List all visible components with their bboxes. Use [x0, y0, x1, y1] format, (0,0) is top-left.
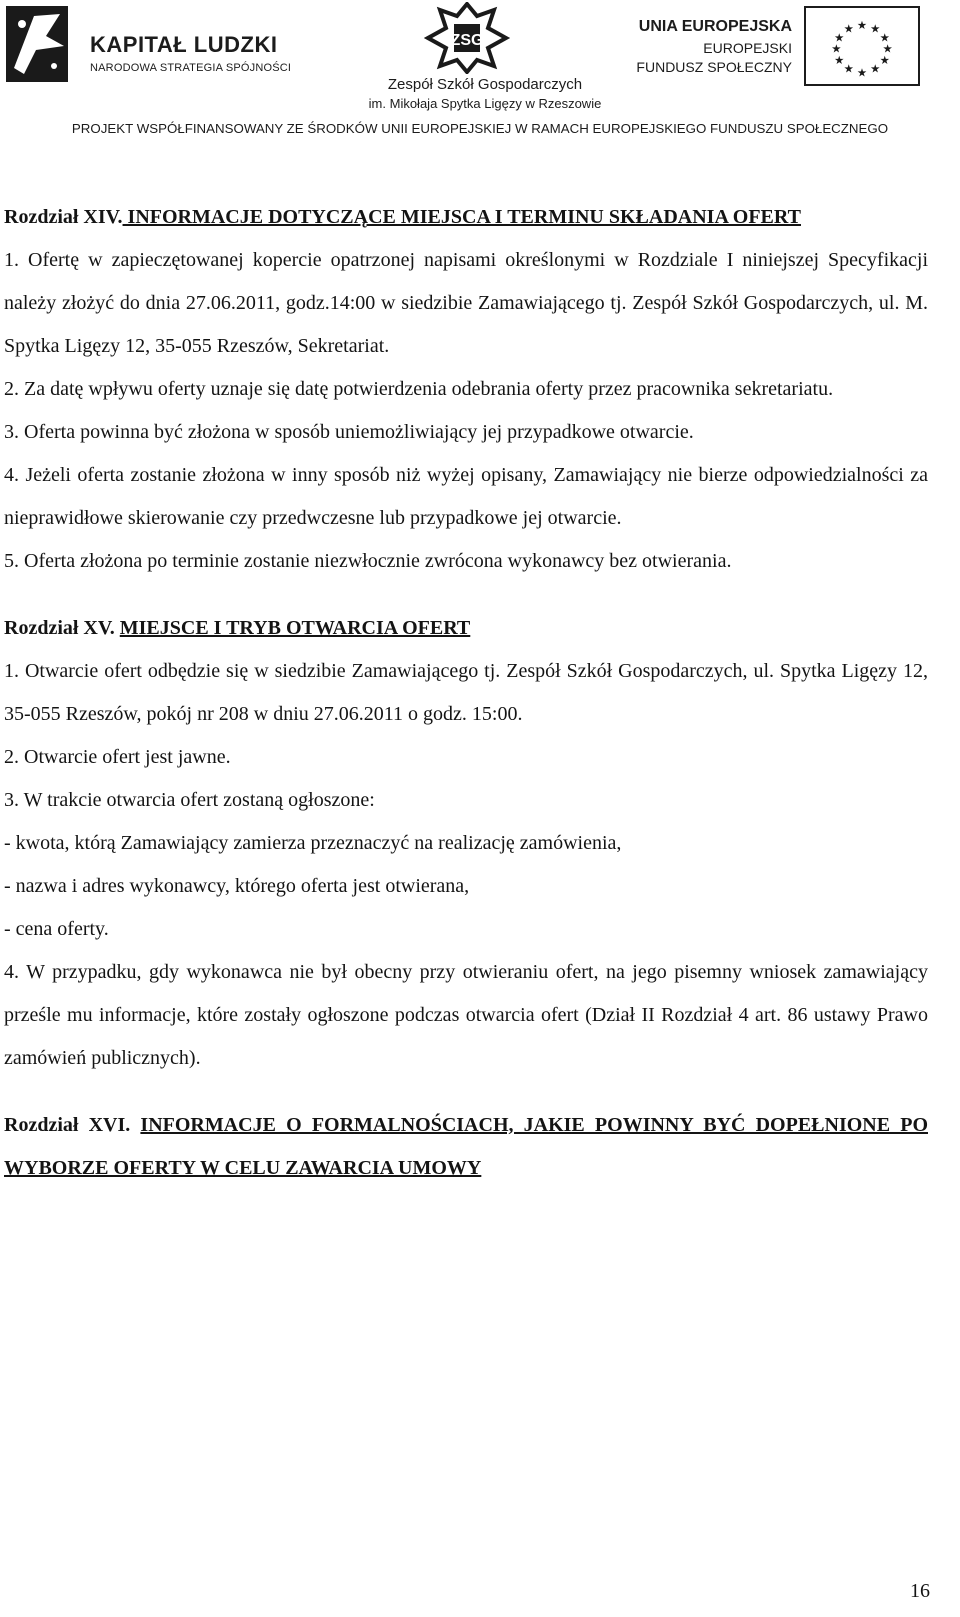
section-14-item-1: 1. Ofertę w zapieczętowanej kopercie opatrzonej napisami określonymi w Rozdziale I niniejszej Specyfikacji należy złożyć do dnia 27.06.2011, godz.14:00 w siedzibie Zamawiającego tj. Zespół Szkół Gospodarczych, ul. M. Spytka Ligęzy 12, 35-055 Rzeszów, Sekretariat.	[4, 249, 928, 357]
school-logo	[340, 0, 630, 110]
kapital-ludzki-logo	[6, 6, 292, 86]
section-14-item-5: 5. Oferta złożona po terminie zostanie niezwłocznie zwrócona wykonawcy bez otwierania.	[4, 550, 732, 572]
eu-logo	[636, 6, 940, 90]
svg-text:★: ★	[843, 61, 854, 76]
school-seal-icon	[424, 2, 510, 74]
section-15-item-4: 4. W przypadku, gdy wykonawca nie był obecny przy otwieraniu ofert, na jego pisemny wniosek zamawiający prześle mu informacje, które zostały ogłoszone podczas otwarcia ofert (Dział II Rozdział 4 art. 86 ustawy Prawo zamówień publicznych).	[4, 961, 928, 1069]
svg-text:★: ★	[843, 21, 854, 36]
svg-text:★: ★	[856, 65, 868, 80]
document-body	[4, 196, 928, 1190]
logo-subtitle: NARODOWA STRATEGIA SPÓJNOŚCI	[90, 62, 292, 74]
school-name: Zespół Szkół Gospodarczych	[387, 76, 583, 93]
section-15-bullet-2: - nazwa i adres wykonawcy, którego oferta jest otwierana,	[4, 875, 470, 897]
eu-title: UNIA EUROPEJSKA	[638, 18, 792, 35]
eu-stars-flag-icon	[804, 6, 920, 86]
svg-text:★: ★	[870, 61, 881, 76]
section-15-title: MIEJSCE I TRYB OTWARCIA OFERT	[119, 617, 471, 639]
section-14-item-3: 3. Oferta powinna być złożona w sposób uniemożliwiający jej przypadkowe otwarcie.	[4, 421, 694, 443]
section-14-item-4: 4. Jeżeli oferta zostanie złożona w inny sposób niż wyżej opisany, Zamawiający nie bierze odpowiedzialności za nieprawidłowe skierowanie czy przedwczesne lub przypadkowe jej otwarcie.	[4, 464, 928, 529]
svg-text:★: ★	[879, 30, 890, 45]
section-15-label: Rozdział XV.	[4, 617, 115, 639]
svg-text:★: ★	[870, 21, 881, 36]
section-14-heading	[4, 196, 928, 239]
section-15-item-2: 2. Otwarcie ofert jest jawne.	[4, 746, 231, 768]
logo-title: KAPITAŁ LUDZKI	[90, 32, 278, 57]
svg-text:★: ★	[834, 53, 845, 68]
seal-letters: ZSG	[450, 32, 484, 49]
project-cofinancing-line: PROJEKT WSPÓŁFINANSOWANY ZE ŚRODKÓW UNII EUROPEJSKIEJ W RAMACH EUROPEJSKIEGO FUNDUSZU SPOŁECZNEGO	[71, 121, 889, 136]
section-15-heading	[4, 607, 928, 650]
section-14-title: INFORMACJE DOTYCZĄCE MIEJSCA I TERMINU SKŁADANIA OFERT	[122, 206, 801, 228]
svg-text:★: ★	[856, 17, 868, 32]
eu-line3: FUNDUSZ SPOŁECZNY	[636, 59, 792, 75]
section-16-title: INFORMACJE O FORMALNOŚCIACH, JAKIE POWINNY BYĆ DOPEŁNIONE PO WYBORZE OFERTY W CELU ZAWARCIA UMOWY	[4, 1114, 928, 1179]
svg-text:★: ★	[882, 41, 893, 56]
eu-line2: EUROPEJSKI	[703, 40, 792, 56]
svg-text:★: ★	[831, 41, 842, 56]
svg-text:★: ★	[879, 53, 890, 68]
school-patron: im. Mikołaja Spytka Ligęzy w Rzeszowie	[368, 96, 602, 111]
svg-text:★: ★	[834, 30, 845, 45]
section-14-item-2: 2. Za datę wpływu oferty uznaje się datę potwierdzenia odebrania oferty przez pracownika sekretariatu.	[4, 378, 834, 400]
section-16-label: Rozdział XVI.	[4, 1114, 131, 1136]
kapital-ludzki-emblem-icon	[6, 6, 68, 82]
section-15-bullet-3: - cena oferty.	[4, 918, 109, 940]
section-16-heading	[4, 1104, 928, 1190]
page-number: 16	[910, 1580, 930, 1602]
page-header	[0, 0, 960, 150]
section-15-item-3: 3. W trakcie otwarcia ofert zostaną ogłoszone:	[4, 789, 375, 811]
section-14-label: Rozdział XIV.	[4, 206, 123, 228]
section-15-bullet-1: - kwota, którą Zamawiający zamierza przeznaczyć na realizację zamówienia,	[4, 832, 622, 854]
section-15-item-1: 1. Otwarcie ofert odbędzie się w siedzibie Zamawiającego tj. Zespół Szkół Gospodarczych, ul. Spytka Ligęzy 12, 35-055 Rzeszów, pokój nr 208 w dniu 27.06.2011 o godz. 15:00.	[4, 660, 928, 725]
